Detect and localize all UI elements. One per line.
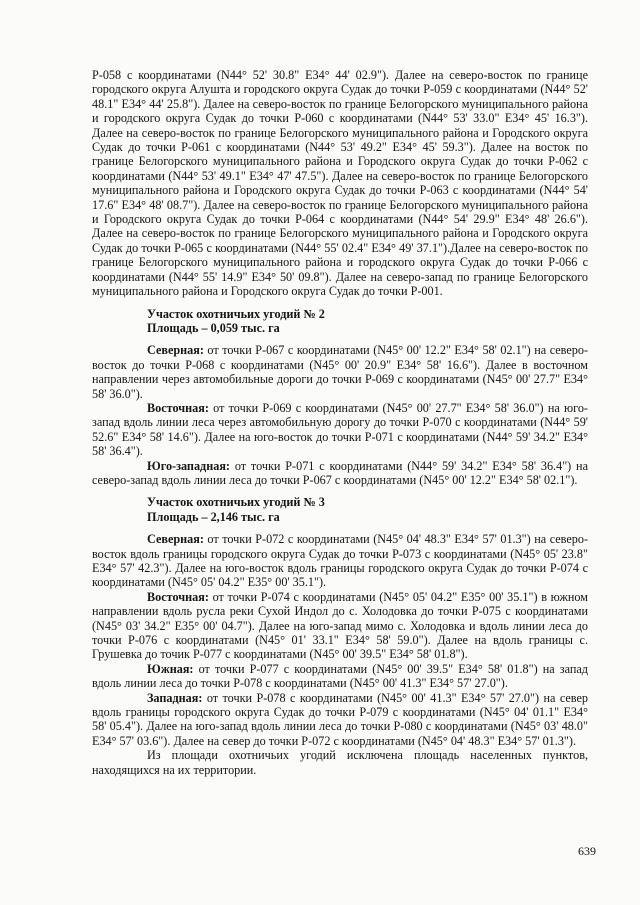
section-2-area: Площадь – 0,059 тыс. га bbox=[147, 320, 280, 335]
section-3-west-text: от точки Р-078 с координатами (N45° 00' 41.3" Е34° 57' 27.0") на север вдоль границы городского округа Судак до точки Р-079 с координатами (N45° 04' 01.1" Е34° 58' 05.4"). Далее на юго-запад вдоль линии леса до точки Р-080 с координатами (N45° 03' 48.0" Е34° 57' 03.6"). Далее на север до точки Р-072 с координатами (N45° 04' 48.3" Е34° 57' 01.3"). bbox=[92, 690, 588, 748]
section-2-east-label: Восточная: bbox=[147, 400, 209, 415]
section-2-north-paragraph bbox=[92, 343, 588, 401]
section-3-title: Участок охотничьих угодий № 3 bbox=[147, 495, 325, 510]
section-2-southwest-label: Юго-западная: bbox=[147, 458, 230, 473]
section-2-east-paragraph bbox=[92, 401, 588, 459]
section-2-title: Участок охотничьих угодий № 2 bbox=[147, 306, 325, 321]
section-3-north-label: Северная: bbox=[147, 532, 204, 547]
section-3-west-label: Западная: bbox=[147, 690, 203, 705]
intro-paragraph: Р-058 с координатами (N44° 52' 30.8" Е34° 44' 02.9"). Далее на северо-восток по границе городского округа Алушта и городского округа Судак до точки Р-059 с координатами (N44° 52' 48.1" Е34° 44' 25.8"). Далее на северо-восток по границе Белогорского муниципального района и городского округа Судак до точки Р-060 с координатами (N44° 53' 33.0" Е34° 45' 16.3"). Далее на северо-восток по границе Белогорского муниципального района и Городского округа Судак до точки Р-061 с координатами (N44° 53' 49.2" Е34° 45' 59.3"). Далее на восток по границе Белогорского муниципального района и Городского округа Судак до точки Р-062 с координатами (N44° 53' 49.1" Е34° 47' 47.5"). Далее на северо-восток по границе Белогорского муниципального района и Городского округа Судак до точки Р-063 с координатами (N44° 54' 17.6" Е34° 48' 08.7"). Далее на северо-восток по границе Белогорского муниципального района и Городского округа Судак до точки Р-064 с координатами (N44° 54' 29.9" Е34° 48' 26.6"). Далее на северо-восток по границе Белогорского муниципального района и Городского округа Судак до точки Р-065 с координатами (N44° 55' 02.4" Е34° 49' 37.1").Далее на северо-восток по границе Белогорского муниципального района и городского округа Судак до точки Р-066 с координатами (N44° 55' 14.9" Е34° 50' 09.8"). Далее на северо-запад по границе Белогорского муниципального района и Городского округа Судак до точки Р-001. bbox=[92, 68, 588, 299]
section-3-south-text: от точки Р-077 с координатами (N45° 00' 39.5" Е34° 58' 01.8") на запад вдоль линии леса до точки Р-078 с координатами (N45° 00' 41.3" Е34° 57' 27.0"). bbox=[92, 661, 588, 691]
section-3-east-paragraph bbox=[92, 590, 588, 662]
section-3-north-text: от точки Р-072 с координатами (N45° 04' 48.3" Е34° 57' 01.3") на северо-восток вдоль границы городского округа Судак до точки Р-073 с координатами (N45° 05' 23.8" Е34° 57' 42.3"). Далее на юго-восток вдоль границы городского округа Судак до точки Р-074 с координатами (N45° 05' 04.2" Е35° 00' 35.1"). bbox=[92, 532, 588, 590]
section-3-east-label: Восточная: bbox=[147, 589, 209, 604]
section-2-north-text: от точки Р-067 с координатами (N45° 00' 12.2" Е34° 58' 02.1") на северо-восток до точки Р-068 с координатами (N45° 00' 20.9" Е34° 58' 16.6"). Далее в восточном направлении через автомобильные дороги до точки Р-069 с координатами (N45° 00' 27.7" Е34° 58' 36.0"). bbox=[92, 343, 588, 401]
document-body bbox=[92, 68, 588, 777]
page-number: 639 bbox=[578, 844, 596, 858]
section-2-north-label: Северная: bbox=[147, 343, 204, 358]
section-3-south-paragraph bbox=[92, 662, 588, 691]
section-3-west-paragraph bbox=[92, 691, 588, 749]
section-2-southwest-text: от точки Р-071 с координатами (N44° 59' 34.2" Е34° 58' 36.4") на северо-запад вдоль линии леса до точки Р-067 с координатами (N45° 00' 12.2" Е34° 58' 02.1"). bbox=[92, 458, 588, 487]
section-3-east-text: от точки Р-074 с координатами (N45° 05' 04.2" Е35° 00' 35.1") в южном направлении вдоль русла реки Сухой Индол до с. Холодовка до точки Р-075 с координатами (N45° 03' 34.2" Е35° 00' 04.7"). Далее на юго-запад мимо с. Холодовка и вдоль линии леса до точки Р-076 с координатами (N45° 01' 33.1" Е34° 58' 59.0"). Далее на вдоль границы с. Грушевка до точик Р-077 с координатами (N45° 00' 39.5" Е34° 58' 01.8"). bbox=[92, 589, 588, 662]
section-2-southwest-paragraph bbox=[92, 459, 588, 488]
closing-paragraph: Из площади охотничьих угодий исключена площадь населенных пунктов, находящихся на их территории. bbox=[92, 748, 588, 777]
section-3-south-label: Южная: bbox=[147, 661, 194, 676]
section-3-area: Площадь – 2,146 тыс. га bbox=[147, 509, 280, 524]
section-2-east-text: от точки Р-069 с координатами (N45° 00' 27.7" Е34° 58' 36.0") на юго-запад вдоль линии леса через автомобильную дорогу до точки Р-070 с координатами (N44° 59' 52.6" Е34° 58' 14.6"). Далее на юго-восток до точки Р-071 с координатами (N44° 59' 34.2" Е34° 58' 36.4"). bbox=[92, 400, 588, 459]
section-3-north-paragraph bbox=[92, 532, 588, 590]
